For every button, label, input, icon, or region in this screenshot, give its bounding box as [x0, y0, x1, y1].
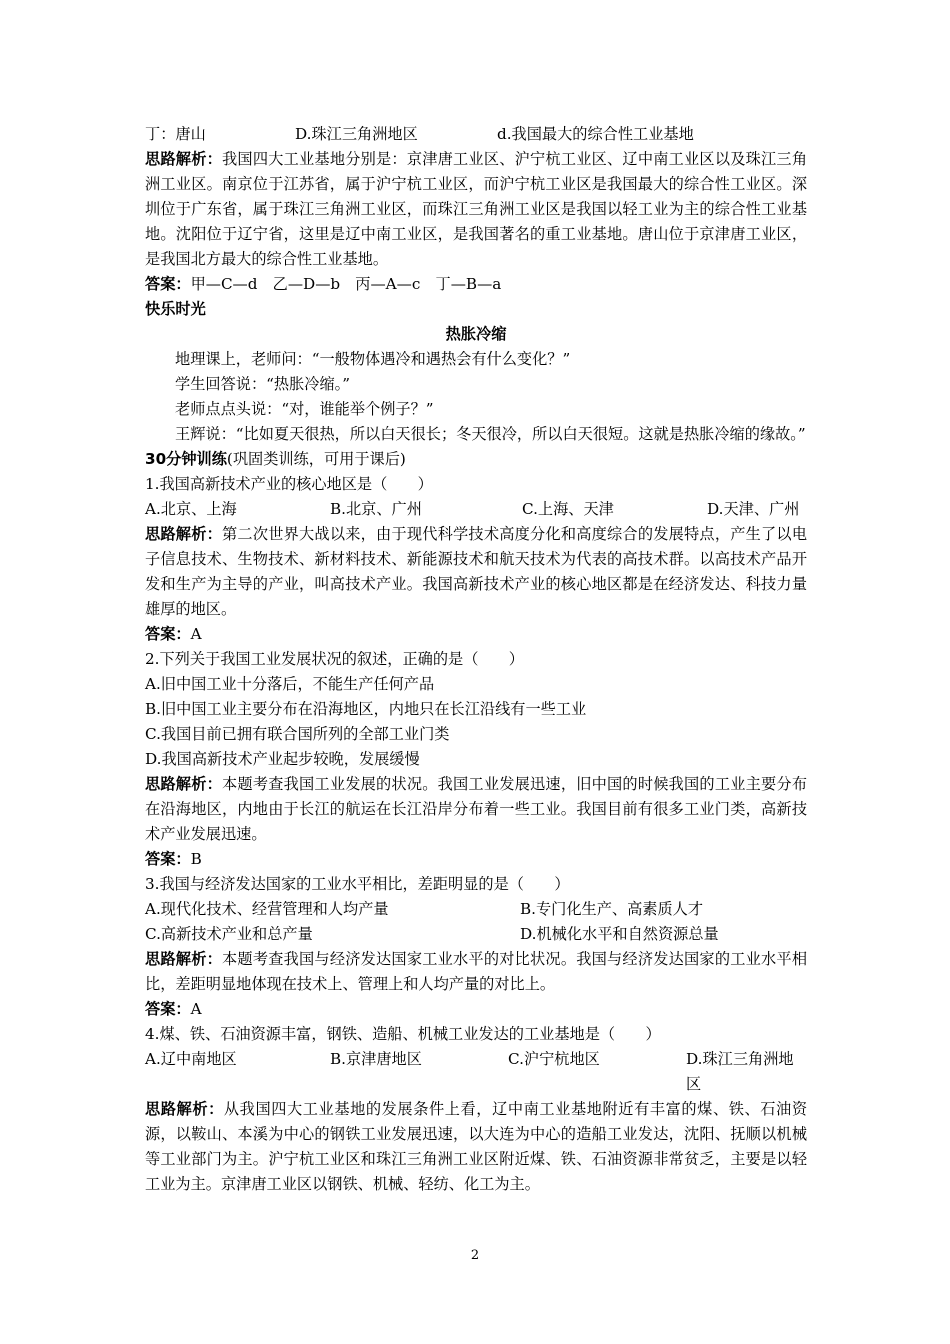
option: C.高新技术产业和总产量: [145, 925, 313, 943]
analysis-label: 思路解析：: [145, 950, 223, 968]
answer-text: 甲—C—d 乙—D—b 丙—A—c 丁—B—a: [190, 275, 502, 293]
analysis-paragraph: [145, 947, 807, 997]
option: D.天津、广州: [707, 500, 800, 518]
story-line: 老师点点头说：“对，谁能举个例子？”: [175, 400, 434, 418]
analysis-label: 思路解析：: [145, 525, 223, 543]
answer-text: A: [190, 625, 202, 643]
document-page: [145, 122, 807, 1197]
option: A.辽中南地区: [145, 1050, 237, 1068]
option: B.旧中国工业主要分布在沿海地区，内地只在长江沿线有一些工业: [145, 700, 587, 718]
option: B.北京、广州: [330, 500, 422, 518]
answer-label: 答案：: [145, 850, 191, 868]
answer-line: [145, 622, 807, 647]
answer-line: [145, 272, 807, 297]
analysis-paragraph: [145, 147, 807, 272]
option: A.北京、上海: [145, 500, 237, 518]
match-item: D.珠江三角洲地区: [295, 125, 418, 143]
question-options: [145, 497, 807, 522]
match-item: 丁：唐山: [145, 125, 206, 143]
option: D.机械化水平和自然资源总量: [520, 925, 719, 943]
story-line: 学生回答说：“热胀冷缩。”: [175, 375, 350, 393]
answer-label: 答案：: [145, 625, 191, 643]
story-line: 地理课上，老师问：“一般物体遇冷和遇热会有什么变化？”: [175, 350, 571, 368]
analysis-label: 思路解析：: [145, 775, 223, 793]
answer-label: 答案：: [145, 1000, 191, 1018]
option: B.专门化生产、高素质人才: [520, 900, 704, 918]
match-item: d.我国最大的综合性工业基地: [497, 125, 694, 143]
question-stem: 2.下列关于我国工业发展状况的叙述，正确的是（ ）: [145, 650, 524, 668]
answer-line: [145, 997, 807, 1022]
question-stem: 1.我国高新技术产业的核心地区是（ ）: [145, 475, 433, 493]
option: A.旧中国工业十分落后，不能生产任何产品: [145, 675, 435, 693]
analysis-text: 本题考查我国与经济发达国家工业水平的对比状况。我国与经济发达国家的工业水平相比，差距明显地体现在技术上、管理上和人均产量的对比上。: [145, 950, 808, 993]
analysis-paragraph: [145, 772, 807, 847]
analysis-text: 本题考查我国工业发展的状况。我国工业发展迅速，旧中国的时候我国的工业主要分布在沿海地区，内地由于长江的航运在长江沿岸分布着一些工业。我国目前有很多工业门类，高新技术产业发展迅速。: [145, 775, 808, 843]
matching-row: [145, 122, 807, 147]
question-stem: 4.煤、铁、石油资源丰富，钢铁、造船、机械工业发达的工业基地是（ ）: [145, 1025, 661, 1043]
analysis-paragraph: [145, 1097, 807, 1197]
answer-label: 答案：: [145, 275, 191, 293]
section-note: (巩固类训练，可用于课后): [226, 450, 406, 468]
analysis-text: 第二次世界大战以来，由于现代科学技术高度分化和高度综合的发展特点，产生了以电子信息技术、生物技术、新材料技术、新能源技术和航天技术为代表的高技术群。以高技术产品开发和生产为主导的产业，叫高技术产业。我国高新技术产业的核心地区都是在经济发达、科技力量雄厚的地区。: [145, 525, 808, 618]
option: C.上海、天津: [522, 500, 614, 518]
section-title: 30分钟训练: [145, 450, 227, 468]
section-heading-happy-time: 快乐时光: [145, 300, 206, 318]
section-heading-30min: [145, 447, 807, 472]
option: D.我国高新技术产业起步较晚，发展缓慢: [145, 750, 420, 768]
answer-line: [145, 847, 807, 872]
analysis-paragraph: [145, 522, 807, 622]
option: C.我国目前已拥有联合国所列的全部工业门类: [145, 725, 450, 743]
analysis-label: 思路解析：: [145, 150, 223, 168]
analysis-text: 我国四大工业基地分别是：京津唐工业区、沪宁杭工业区、辽中南工业区以及珠江三角洲工业区。南京位于江苏省，属于沪宁杭工业区，而沪宁杭工业区是我国最大的综合性工业区。深圳位于广东省，属于珠江三角洲工业区，而珠江三角洲工业区是我国以轻工业为主的综合性工业基地。沈阳位于辽宁省，这里是辽中南工业区，是我国著名的重工业基地。唐山位于京津唐工业区，是我国北方最大的综合性工业基地。: [145, 150, 808, 268]
question-stem: 3.我国与经济发达国家的工业水平相比，差距明显的是（ ）: [145, 875, 570, 893]
option: D.珠江三角洲地区: [686, 1050, 794, 1093]
question-options: [145, 897, 807, 922]
question-options: [145, 1047, 807, 1097]
answer-text: A: [190, 1000, 202, 1018]
answer-text: B: [190, 850, 202, 868]
option: C.沪宁杭地区: [508, 1050, 600, 1068]
story-line: 王辉说：“比如夏天很热，所以白天很长；冬天很冷，所以白天很短。这就是热胀冷缩的缘故。”: [175, 425, 806, 443]
option: A.现代化技术、经营管理和人均产量: [145, 900, 389, 918]
option: B.京津唐地区: [330, 1050, 422, 1068]
analysis-label: 思路解析：: [145, 1100, 224, 1118]
page-number: 2: [470, 1248, 480, 1263]
analysis-text: 从我国四大工业基地的发展条件上看，辽中南工业基地附近有丰富的煤、铁、石油资源，以鞍山、本溪为中心的钢铁工业发展迅速，以大连为中心的造船工业发达，沈阳、抚顺以机械等工业部门为主。沪宁杭工业区和珠江三角洲工业区附近煤、铁、石油资源非常贫乏，主要是以轻工业为主。京津唐工业区以钢铁、机械、轻纺、化工为主。: [145, 1100, 808, 1193]
story-title: 热胀冷缩: [445, 325, 507, 343]
question-options: [145, 922, 807, 947]
